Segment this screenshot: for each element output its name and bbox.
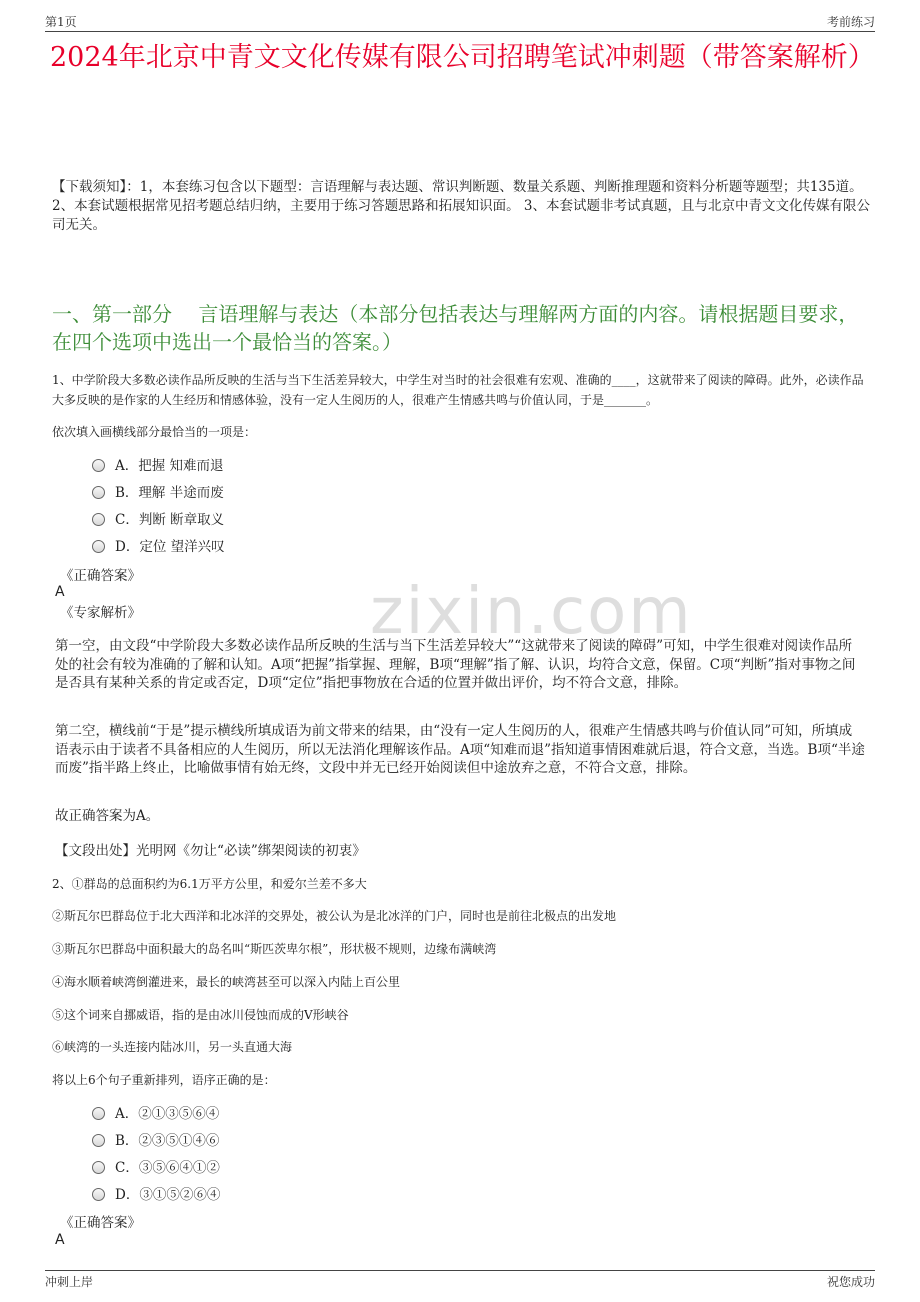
question-1-stem: 1、中学阶段大多数必读作品所反映的生活与当下生活差异较大，中学生对当时的社会很难有宏观、准确的____，这就带来了阅读的障碍。此外，必读作品大多反映的是作家的人生经历和情感体验，没有一定人生阅历的人，很难产生情感共鸣与价值认同，于是_______。: [52, 373, 864, 407]
radio-icon[interactable]: [92, 486, 105, 499]
option-label: B．理解 半途而废: [115, 485, 224, 501]
q2-answer-label: 《正确答案》: [60, 1215, 141, 1231]
q2-option-d[interactable]: [92, 1185, 220, 1205]
option-label: D．定位 望洋兴叹: [115, 539, 225, 555]
q2-sentence-4: ④海水顺着峡湾倒灌进来，最长的峡湾甚至可以深入内陆上百公里: [52, 975, 401, 989]
q1-conclusion: 故正确答案为A。: [55, 808, 160, 824]
option-label: B．②③⑤①④⑥: [115, 1133, 220, 1149]
option-label: C．判断 断章取义: [115, 512, 225, 528]
option-label: A．②①③⑤⑥④: [115, 1106, 220, 1122]
q2-sentence-6: ⑥峡湾的一头连接内陆冰川，另一头直通大海: [52, 1040, 293, 1054]
q2-option-a[interactable]: [92, 1104, 219, 1124]
q1-option-c[interactable]: [92, 510, 224, 530]
q2-sentence-3: ③斯瓦尔巴群岛中面积最大的岛名叫“斯匹茨卑尔根”，形状极不规则，边缘布满峡湾: [52, 942, 497, 956]
watermark: zixin.com: [370, 575, 693, 649]
radio-icon[interactable]: [92, 513, 105, 526]
footer-divider: [45, 1270, 875, 1271]
document-title: 2024年北京中青文文化传媒有限公司招聘笔试冲刺题（带答案解析）: [50, 42, 875, 73]
radio-icon[interactable]: [92, 1188, 105, 1201]
footer-right-text: 祝您成功: [826, 1275, 875, 1289]
q1-source: 【文段出处】光明网《勿让“必读”绑架阅读的初衷》: [55, 843, 366, 859]
option-label: D．③①⑤②⑥④: [115, 1187, 221, 1203]
q2-sentence-5: ⑤这个词来自挪威语，指的是由冰川侵蚀而成的V形峡谷: [52, 1008, 349, 1022]
question-2-stem: 2、①群岛的总面积约为6.1万平方公里，和爱尔兰差不多大: [52, 877, 367, 891]
q1-option-d[interactable]: [92, 537, 225, 557]
q2-option-c[interactable]: [92, 1158, 220, 1178]
q1-answer-label: 《正确答案》: [60, 568, 141, 584]
q1-option-b[interactable]: [92, 483, 224, 503]
q1-option-a[interactable]: [92, 456, 224, 476]
download-notice: 【下载须知】：1，本套练习包含以下题型：言语理解与表达题、常识判断题、数量关系题、判断推理题和资料分析题等题型；共135道。 2、本套试题根据常见招考题总结归纳，主要用于练习答题思路和拓展知识面。 3、本套试题非考试真题，且与北京中青文文化传媒有限公司无关。: [52, 179, 870, 233]
header-label: 考前练习: [826, 15, 875, 29]
radio-icon[interactable]: [92, 459, 105, 472]
radio-icon[interactable]: [92, 1107, 105, 1120]
question-2-prompt: 将以上6个句子重新排列，语序正确的是：: [52, 1073, 276, 1087]
q1-analysis-paragraph-2: 第二空，横线前“于是”提示横线所填成语为前文带来的结果，由“没有一定人生阅历的人，很难产生情感共鸣与价值认同”可知，所填成语表示由于读者不具备相应的人生阅历，所以无法消化理解该作品。A项“知难而退”指知道事情困难就后退，符合文意，当选。B项“半途而废”指半路上终止，比喻做事情有始无终，文段中并无已经开始阅读但中途放弃之意，不符合文意，排除。: [55, 723, 865, 776]
radio-icon[interactable]: [92, 1134, 105, 1147]
q1-answer: A: [55, 584, 65, 600]
question-1-prompt: 依次填入画横线部分最恰当的一项是：: [52, 425, 257, 439]
q2-sentence-2: ②斯瓦尔巴群岛位于北大西洋和北冰洋的交界处，被公认为是北冰洋的门户，同时也是前往北极点的出发地: [52, 909, 617, 923]
page-number: 第1页: [45, 15, 77, 29]
q2-answer: A: [55, 1232, 65, 1248]
header-divider: [45, 31, 875, 32]
option-label: C．③⑤⑥④①②: [115, 1160, 220, 1176]
q2-option-b[interactable]: [92, 1131, 219, 1151]
q1-analysis-label: 《专家解析》: [60, 605, 141, 621]
radio-icon[interactable]: [92, 1161, 105, 1174]
section-heading: 一、第一部分 言语理解与表达（本部分包括表达与理解两方面的内容。请根据题目要求，在四个选项中选出一个最恰当的答案。）: [52, 302, 859, 354]
option-label: A．把握 知难而退: [115, 458, 224, 474]
footer-left-text: 冲刺上岸: [45, 1275, 94, 1289]
q1-analysis-paragraph-1: 第一空，由文段“中学阶段大多数必读作品所反映的生活与当下生活差异较大”“这就带来了阅读的障碍”可知，中学生很难对阅读作品所处的社会有较为准确的了解和认知。A项“把握”指掌握、理解，B项“理解”指了解、认识，均符合文意，保留。C项“判断”指对事物之间是否具有某种关系的肯定或否定，D项“定位”指把事物放在合适的位置并做出评价，均不符合文意，排除。: [55, 638, 856, 691]
radio-icon[interactable]: [92, 540, 105, 553]
